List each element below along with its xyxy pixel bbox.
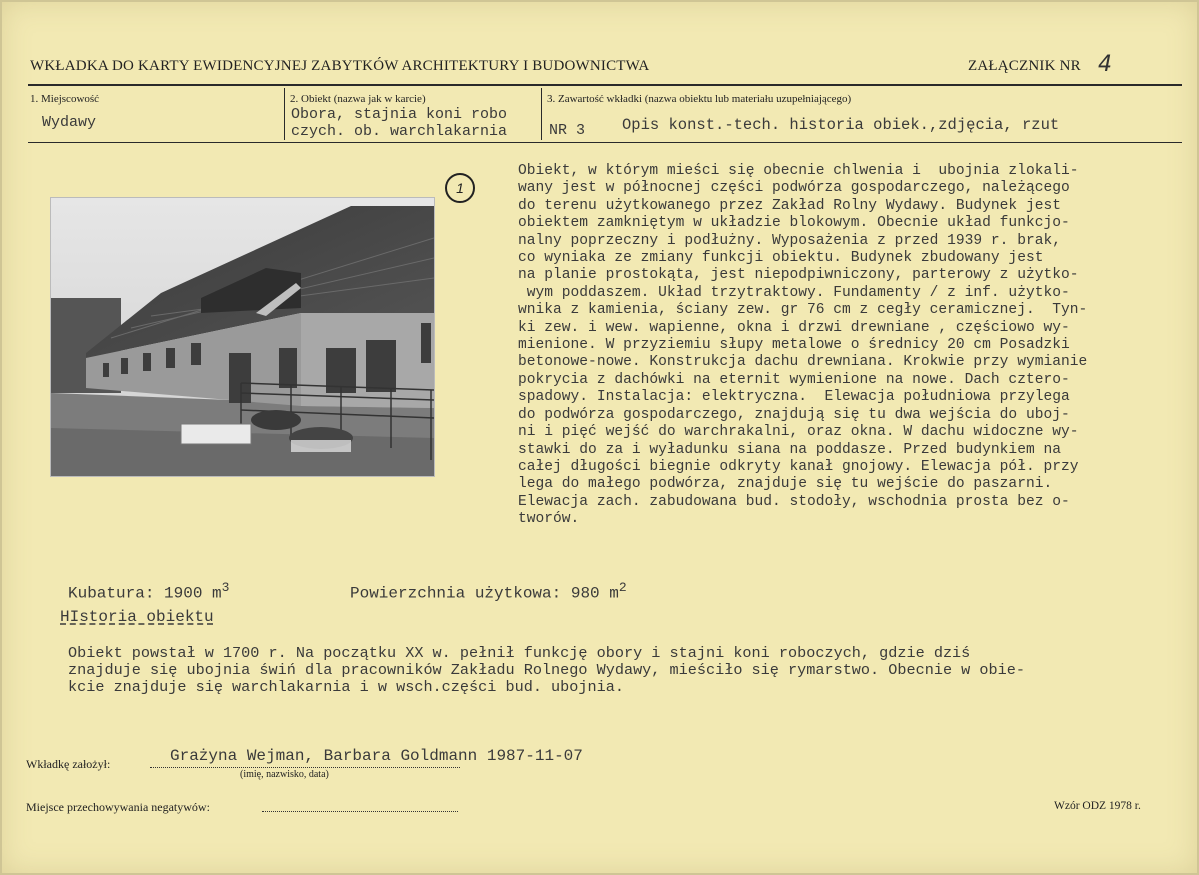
text-line: mienione. W przyziemiu słupy metalowe o średnicy 20 cm Posadzki xyxy=(518,337,1070,354)
field-2-label: 2. Obiekt (nazwa jak w karcie) xyxy=(290,93,426,105)
photo-number-marker: 1 xyxy=(445,173,475,203)
text-line: Elewacja zach. zabudowana bud. stodoły, wschodnia prosta bez o- xyxy=(518,493,1070,510)
building-photo xyxy=(51,198,434,476)
text-line: pokrycia z dachówki na eternit wymienione na nowe. Dach cztero- xyxy=(518,371,1070,388)
text-line: ni i pięć wejść do warchrakalni, oraz okna. W dachu widoczne wy- xyxy=(518,424,1079,441)
card-title: WKŁADKA DO KARTY EWIDENCYJNEJ ZABYTKÓW ARCHITEKTURY I BUDOWNICTWA xyxy=(30,58,650,74)
field-3-value: Opis konst.-tech. historia obiek.,zdjęcia, rzut xyxy=(622,116,1060,134)
negatives-label: Miejsce przechowywania negatywów: xyxy=(26,800,210,814)
field-2-value-line: Obora, stajnia koni robo xyxy=(291,106,508,123)
text-line: stawki do za i wyładunku siana na poddasze. Przed budynkiem na xyxy=(518,441,1061,458)
text-line: na planie prostokąta, jest niepodpiwniczony, parterowy z użytko- xyxy=(518,267,1079,284)
founder-caption: (imię, nazwisko, data) xyxy=(240,769,329,780)
powierzchnia-value: 980 m xyxy=(570,584,619,603)
field-2-value-line: czych. ob. warchlakarnia xyxy=(291,123,508,140)
text-line: wym poddaszem. Układ trzytraktowy. Fundamenty / z inf. użytko- xyxy=(518,284,1070,301)
founder-dotted-line xyxy=(150,767,460,768)
text-line: co wyniaka ze zmiany funkcji obiektu. Budynek zbudowany jest xyxy=(518,250,1044,267)
field-divider xyxy=(284,88,285,140)
header-rule xyxy=(28,84,1182,86)
description-text xyxy=(518,163,1087,529)
field-3-number: NR 3 xyxy=(549,122,586,139)
kubatura xyxy=(68,580,229,602)
text-line: Obiekt, w którym mieści się obecnie chlwenia i ubojnia zlokali- xyxy=(518,163,1079,179)
fields-rule xyxy=(28,142,1182,143)
text-line: wany jest w północnej części podwórza gospodarczego, należącego xyxy=(518,180,1070,197)
text-line: do terenu użytkowanego przez Zakład Rolny Wydawy. Budynek jest xyxy=(518,197,1061,214)
text-line: betonowe-nowe. Konstrukcja dachu drewniana. Krokwie przy wymianie xyxy=(518,354,1088,371)
text-line: kcie znajduje się warchlakarnia i w wsch.części bud. ubojnia. xyxy=(68,678,624,696)
attachment-number: 4 xyxy=(1098,52,1112,77)
powierzchnia-label: Powierzchnia użytkowa: xyxy=(350,584,562,603)
powierzchnia xyxy=(350,580,627,602)
text-line: ki zew. i wew. wapienne, okna i drzwi drewniane , częściowo wy- xyxy=(518,319,1070,336)
field-3-label: 3. Zawartość wkładki (nazwa obiektu lub materiału uzupełniającego) xyxy=(547,93,852,105)
field-1-label: 1. Miejscowość xyxy=(30,93,100,105)
text-line: Obiekt powstał w 1700 r. Na początku XX w. pełnił funkcję obory i stajni koni roboczych, gdzie dziś xyxy=(68,644,971,662)
barn-illustration xyxy=(51,198,434,476)
text-line: spadowy. Instalacja: elektryczna. Elewacja południowa przylega xyxy=(518,389,1070,406)
history-heading: HIstoria obiektu xyxy=(60,608,214,626)
founder-value: Grażyna Wejman, Barbara Goldmann 1987-11-07 xyxy=(170,747,583,765)
attachment-label: ZAŁĄCZNIK NR xyxy=(968,58,1081,74)
founder-label: Wkładkę założył: xyxy=(26,757,111,771)
form-id: Wzór ODZ 1978 r. xyxy=(1054,800,1141,812)
kubatura-unit-exponent: 3 xyxy=(221,580,230,595)
text-line: wnika z kamienia, ściany zew. gr 76 cm z cegły ceramicznej. Tyn- xyxy=(518,302,1088,319)
text-line: obiektem zamkniętym w układzie blokowym. Obecnie układ funkcjo- xyxy=(518,215,1070,232)
kubatura-value: 1900 m xyxy=(164,584,222,603)
text-line: do podwórza gospodarczego, znajdują się tu dwa wejścia do uboj- xyxy=(518,406,1070,423)
text-line: lega do małego podwórza, znajduje się tu wejście do paszarni. xyxy=(518,476,1053,493)
text-line: znajduje się ubojnia świń dla pracowników Zakładu Rolnego Wydawy, mieściło się rymarstwo. Obecnie w obie- xyxy=(68,661,1025,679)
powierzchnia-unit-exponent: 2 xyxy=(618,580,627,595)
text-line: tworów. xyxy=(518,511,580,528)
kubatura-label: Kubatura: xyxy=(68,584,155,603)
history-text xyxy=(68,645,1025,696)
field-2-value xyxy=(291,106,507,140)
negatives-dotted-line xyxy=(262,811,458,812)
field-1-value: Wydawy xyxy=(42,114,97,131)
text-line: nalny poprzeczny i podłużny. Wyposażenia z przed 1939 r. brak, xyxy=(518,232,1061,249)
field-divider xyxy=(541,88,542,140)
text-line: całej długości biegnie odkryty kanał gnojowy. Elewacja pół. przy xyxy=(518,458,1079,475)
